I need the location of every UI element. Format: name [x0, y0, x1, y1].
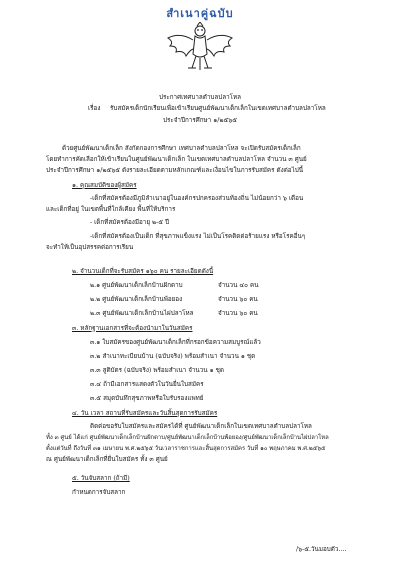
center-quota: จำนวน ๖๐ คน: [218, 310, 258, 317]
org-title: ประกาศเทศบาลตำบลปลาโหล: [158, 94, 242, 101]
subject-label: เรื่อง: [88, 105, 101, 112]
document-item: ๓.๒ สำเนาทะเบียนบ้าน (ฉบับจริง) พร้อมสำเนา จำนวน ๑ ชุด: [90, 353, 256, 360]
intro-line: ประจำปีการศึกษา ๑/๒๕๖๕ ดังรายละเอียดตามหลักเกณฑ์และเงื่อนไขในการรับสมัคร ดังต่อไปนี้: [46, 167, 304, 174]
section-1-line: - เด็กที่สมัครต้องมีอายุ ๒-๕ ปี: [90, 219, 170, 226]
section-3-heading: ๓. หลักฐานเอกสารที่จะต้องนำมาในวันสมัคร: [72, 325, 193, 332]
academic-year: ประจำปีการศึกษา ๑/๒๕๖๕: [162, 117, 237, 124]
section-4-line: ตั้งแต่วันที่ ถึงวันที่ ๓๑ เมษายน พ.ศ.๒๕๖๕ วันเวลาราชการและสิ้นสุดการสมัคร วันที่ ๑๐ พฤษภาคม พ.ศ.๒๕๖๕: [46, 446, 326, 452]
copy-stamp: สำเนาคู่ฉบับ: [166, 7, 234, 20]
center-name: ๒.๒ ศูนย์พัฒนาเด็กเล็กบ้านพ้อยอง: [90, 296, 183, 303]
section-1-heading: ๑. คุณสมบัติของผู้สมัคร: [72, 182, 137, 189]
section-5-line: กำหนดการจับสลาก: [72, 489, 126, 496]
section-4-heading: ๔. วัน เวลา สถานที่รับสมัครและวันสิ้นสุดการรับสมัคร: [72, 410, 218, 417]
document-item: ๓.๕ สมุดบันทึกสุขภาพหรือใบรับรองแพทย์: [90, 395, 204, 402]
center-name: ๒.๑ ศูนย์พัฒนาเด็กเล็กบ้านฝักดาบ: [90, 282, 183, 289]
section-4-line: ติดต่อขอรับใบสมัครและสมัครได้ที่ ศูนย์พัฒนาเด็กเล็กในเขตเทศบาลตำบลปลาโหล: [90, 423, 312, 430]
garuda-emblem-icon: [166, 22, 234, 72]
continuation-note: /๖-๕.วันมอบตัว....: [296, 546, 347, 553]
intro-line: ด้วยศูนย์พัฒนาเด็กเล็ก สังกัดกองการศึกษา เทศบาลตำบลปลาโหล จะเปิดรับสมัครเด็กเล็ก: [62, 145, 301, 152]
subject-text: รับสมัครเด็กนักเรียนเพื่อเข้าเรียนศูนย์พัฒนาเด็กเล็กในเขตเทศบาลตำบลปลาโหล: [110, 105, 326, 112]
center-quota: จำนวน ๖๐ คน: [218, 296, 258, 303]
center-name: ๒.๓ ศูนย์พัฒนาเด็กเล็กบ้านไผ่ปลาโหล: [90, 310, 194, 317]
section-4-line: ณ ศูนย์พัฒนาเด็กเล็กที่ยื่นใบสมัคร ทั้ง ๓ ศูนย์: [46, 456, 168, 463]
section-5-heading: ๕. วันจับสลาก (ถ้ามี): [72, 475, 130, 482]
section-4-line: ทั้ง ๓ ศูนย์ ได้แก่ ศูนย์พัฒนาเด็กเล็กบ้านฝักดาบ/ศูนย์พัฒนาเด็กเล็กบ้านพ้อยอง/ศูนย์พัฒนาเด็กเล็กบ้านไผ่ปลาโหล: [46, 435, 329, 441]
intro-line: โดยทำการคัดเลือกให้เข้าเรียนในศูนย์พัฒนาเด็กเล็ก ในเขตเทศบาลตำบลปลาโหล จำนวน ๓ ศูนย์: [46, 156, 307, 163]
section-2-heading: ๒. จำนวนเด็กที่จะรับสมัคร ๑๖๐ คน รายละเอียดดังนี้: [72, 268, 214, 275]
section-1-line: จะทำให้เป็นอุปสรรคต่อการเรียน: [46, 244, 134, 251]
document-item: ๓.๓ สูติบัตร (ฉบับจริง) พร้อมสำเนา จำนวน ๑ ชุด: [90, 367, 224, 374]
center-quota: จำนวน ๔๐ คน: [218, 282, 259, 289]
section-1-line: -เด็กที่สมัครต้องเป็นเด็ก ที่สุขภาพแข็งแรง ไม่เป็นโรคติดต่อร้ายแรง หรือโรคอื่นๆ: [90, 233, 306, 240]
section-1-line: และเด็กที่อยู่ ในเขตพื้นที่ใกล้เคียง พื้นที่ให้บริการ: [46, 206, 176, 213]
document-item: ๓.๑ ใบสมัครของศูนย์พัฒนาเด็กเล็กที่กรอกข้อความสมบูรณ์แล้ว: [90, 339, 261, 346]
document-item: ๓.๔ ถ้ามีเอกสารแสดงตัวในวันยื่นใบสมัคร: [90, 381, 204, 388]
section-1-line: -เด็กที่สมัครต้องมีภูมิลำเนาอยู่ในองค์กรปกครองส่วนท้องถิ่น ไม่น้อยกว่า ๖ เดือน: [90, 195, 304, 202]
